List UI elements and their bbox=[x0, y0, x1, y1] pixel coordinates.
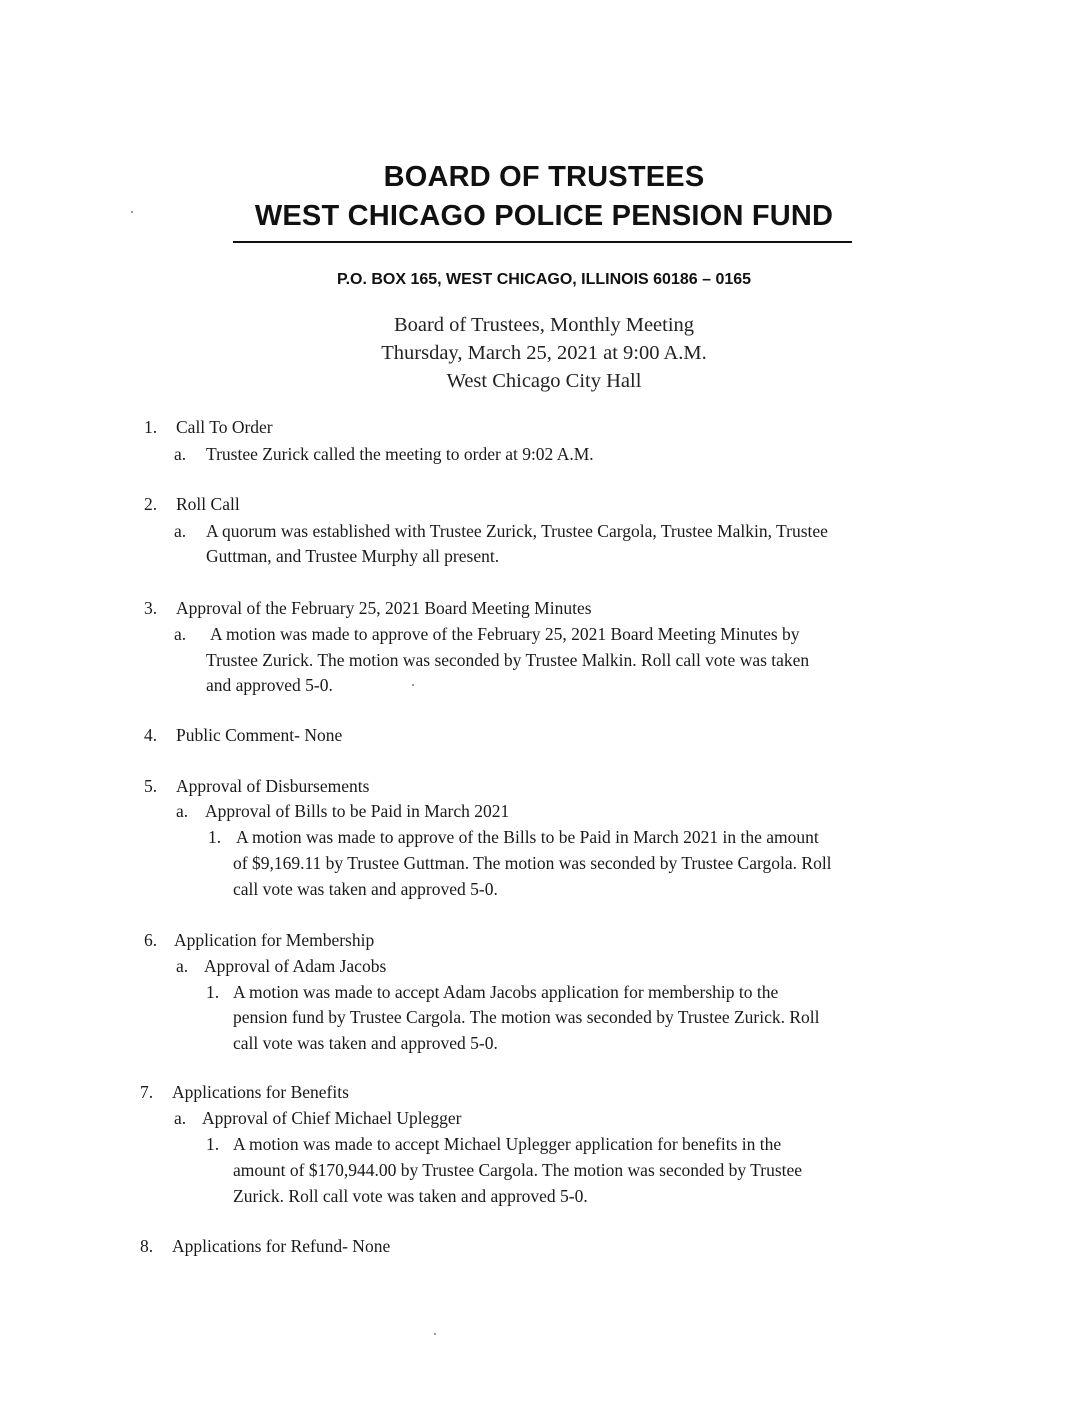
item-title: Approval of the February 25, 2021 Board Meeting Minutes bbox=[176, 598, 592, 618]
item-number: 3. bbox=[144, 598, 158, 618]
sub-sub-item-marker: 1. bbox=[206, 1134, 220, 1154]
item-text-line: Trustee Zurick called the meeting to order at 9:02 A.M. bbox=[206, 444, 594, 464]
item-number: 1. bbox=[144, 417, 158, 437]
item-number: 7. bbox=[140, 1082, 154, 1102]
fund-title: WEST CHICAGO POLICE PENSION FUND bbox=[254, 200, 834, 232]
item-text-line: Guttman, and Trustee Murphy all present. bbox=[206, 546, 500, 566]
item-text-line: A motion was made to approve of the February 25, 2021 Board Meeting Minutes by bbox=[210, 624, 800, 644]
item-text-line: Trustee Zurick. The motion was seconded by Trustee Malkin. Roll call vote was taken bbox=[206, 650, 810, 670]
sub-sub-item-marker: 1. bbox=[206, 982, 220, 1002]
item-text-line: of $9,169.11 by Trustee Guttman. The motion was seconded by Trustee Cargola. Roll bbox=[233, 853, 832, 873]
title-underline bbox=[233, 241, 852, 243]
item-text-line: A motion was made to accept Michael Uplegger application for benefits in the bbox=[233, 1134, 782, 1154]
sub-item-marker: a. bbox=[174, 1108, 187, 1128]
item-title: Call To Order bbox=[176, 417, 273, 437]
mailing-address: P.O. BOX 165, WEST CHICAGO, ILLINOIS 60186 – 0165 bbox=[336, 271, 752, 288]
meeting-location: West Chicago City Hall bbox=[446, 370, 642, 392]
item-title: Application for Membership bbox=[174, 930, 375, 950]
item-text-line: A motion was made to accept Adam Jacobs application for membership to the bbox=[233, 982, 779, 1002]
sub-item-title: Approval of Adam Jacobs bbox=[204, 956, 387, 976]
item-number: 2. bbox=[144, 494, 158, 514]
sub-item-title: Approval of Bills to be Paid in March 2021 bbox=[205, 801, 510, 821]
item-number: 4. bbox=[144, 725, 158, 745]
item-number: 5. bbox=[144, 776, 158, 796]
item-title: Applications for Benefits bbox=[172, 1082, 349, 1102]
item-number: 8. bbox=[140, 1236, 154, 1256]
meeting-datetime: Thursday, March 25, 2021 at 9:00 A.M. bbox=[381, 342, 707, 364]
sub-item-marker: a. bbox=[174, 444, 187, 464]
item-text-line: Zurick. Roll call vote was taken and approved 5-0. bbox=[233, 1186, 588, 1206]
meeting-name: Board of Trustees, Monthly Meeting bbox=[393, 314, 695, 336]
sub-sub-item-marker: 1. bbox=[208, 827, 222, 847]
item-text-line: A motion was made to approve of the Bills to be Paid in March 2021 in the amount bbox=[236, 827, 819, 847]
item-text-line: pension fund by Trustee Cargola. The motion was seconded by Trustee Zurick. Roll bbox=[233, 1007, 820, 1027]
sub-item-marker: a. bbox=[174, 624, 187, 644]
sub-item-marker: a. bbox=[174, 521, 187, 541]
item-text-line: call vote was taken and approved 5-0. bbox=[233, 879, 498, 899]
item-title: Approval of Disbursements bbox=[176, 776, 370, 796]
item-number: 6. bbox=[144, 930, 158, 950]
item-text-line: A quorum was established with Trustee Zurick, Trustee Cargola, Trustee Malkin, Trustee bbox=[206, 521, 828, 541]
sub-item-marker: a. bbox=[176, 956, 189, 976]
item-title: Applications for Refund- None bbox=[172, 1236, 391, 1256]
item-title: Public Comment- None bbox=[176, 725, 343, 745]
scan-speck bbox=[412, 684, 414, 686]
item-text-line: amount of $170,944.00 by Trustee Cargola. The motion was seconded by Trustee bbox=[233, 1160, 803, 1180]
scan-speck bbox=[434, 1333, 436, 1335]
sub-item-title: Approval of Chief Michael Uplegger bbox=[202, 1108, 462, 1128]
item-title: Roll Call bbox=[176, 494, 240, 514]
item-text-line: call vote was taken and approved 5-0. bbox=[233, 1033, 498, 1053]
item-text-line: and approved 5-0. bbox=[206, 675, 333, 695]
scan-speck bbox=[131, 211, 133, 213]
sub-item-marker: a. bbox=[176, 801, 189, 821]
board-title: BOARD OF TRUSTEES bbox=[383, 161, 705, 193]
